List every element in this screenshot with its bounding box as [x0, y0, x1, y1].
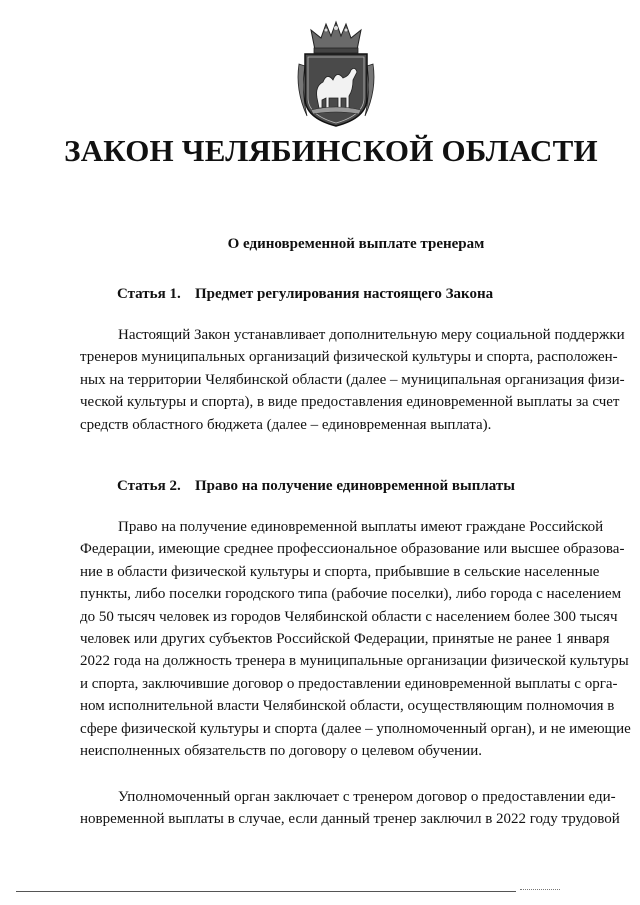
text-line: 2022 года на должность тренера в муниципальные организации физической культуры [80, 653, 629, 670]
article-number: Статья 1. [117, 286, 181, 302]
article-title: Право на получение единовременной выплаты [195, 478, 515, 494]
text-line: Настоящий Закон устанавливает дополнительную меру социальной поддержки [118, 327, 625, 343]
text-line: тренеров муниципальных организаций физической культуры и спорта, расположен- [80, 349, 618, 366]
article-title: Предмет регулирования настоящего Закона [195, 286, 494, 302]
article-2-paragraph-1 [80, 516, 631, 762]
article-2-heading [117, 478, 515, 495]
text-line: Федерации, имеющие среднее профессиональное образование или высшее образова- [80, 541, 625, 558]
law-title: ЗАКОН ЧЕЛЯБИНСКОЙ ОБЛАСТИ [64, 133, 598, 168]
text-line: средств областного бюджета (далее – единовременная выплата). [80, 416, 492, 433]
text-line: до 50 тысяч человек из городов Челябинской области с населением более 300 тысяч [80, 608, 618, 625]
crown-icon [311, 22, 361, 53]
text-line: ных на территории Челябинской области (далее – муниципальная организация физи- [80, 371, 625, 388]
law-subtitle: О единовременной выплате тренерам [227, 236, 485, 252]
footer-dotted-rule [520, 889, 560, 890]
text-line: человек или других субъектов Российской Федерации, принятые не ранее 1 января [80, 631, 610, 648]
text-line: Право на получение единовременной выплаты имеют граждане Российской [118, 519, 604, 535]
article-1-paragraph-1 [80, 324, 625, 436]
text-line: ном исполнительной власти Челябинской области, осуществляющим полномочия в [80, 698, 615, 715]
coat-of-arms-icon [293, 20, 379, 130]
text-line: и спорта, заключившие договор о предоставлении единовременной выплаты с орга- [80, 675, 618, 692]
text-line: новременной выплаты в случае, если данный тренер заключил в 2022 году трудовой [80, 811, 620, 828]
article-number: Статья 2. [117, 478, 181, 494]
text-line: неисполненных обязательств по договору о целевом обучении. [80, 743, 483, 760]
text-line: Уполномоченный орган заключает с тренером договор о предоставлении еди- [118, 789, 616, 805]
text-line: ние в области физической культуры и спорта, прибывшие в сельские населенные [80, 563, 600, 580]
text-line: пункты, либо поселки городского типа (рабочие поселки), либо города с населением [80, 586, 622, 603]
footer-rule [16, 891, 516, 892]
text-line: ческой культуры и спорта), в виде предоставления единовременной выплаты за счет [80, 394, 620, 411]
article-2-paragraph-2 [80, 786, 620, 831]
article-1-heading [117, 286, 493, 303]
text-line: сфере физической культуры и спорта (далее – уполномоченный орган), и не имеющие [80, 720, 631, 737]
